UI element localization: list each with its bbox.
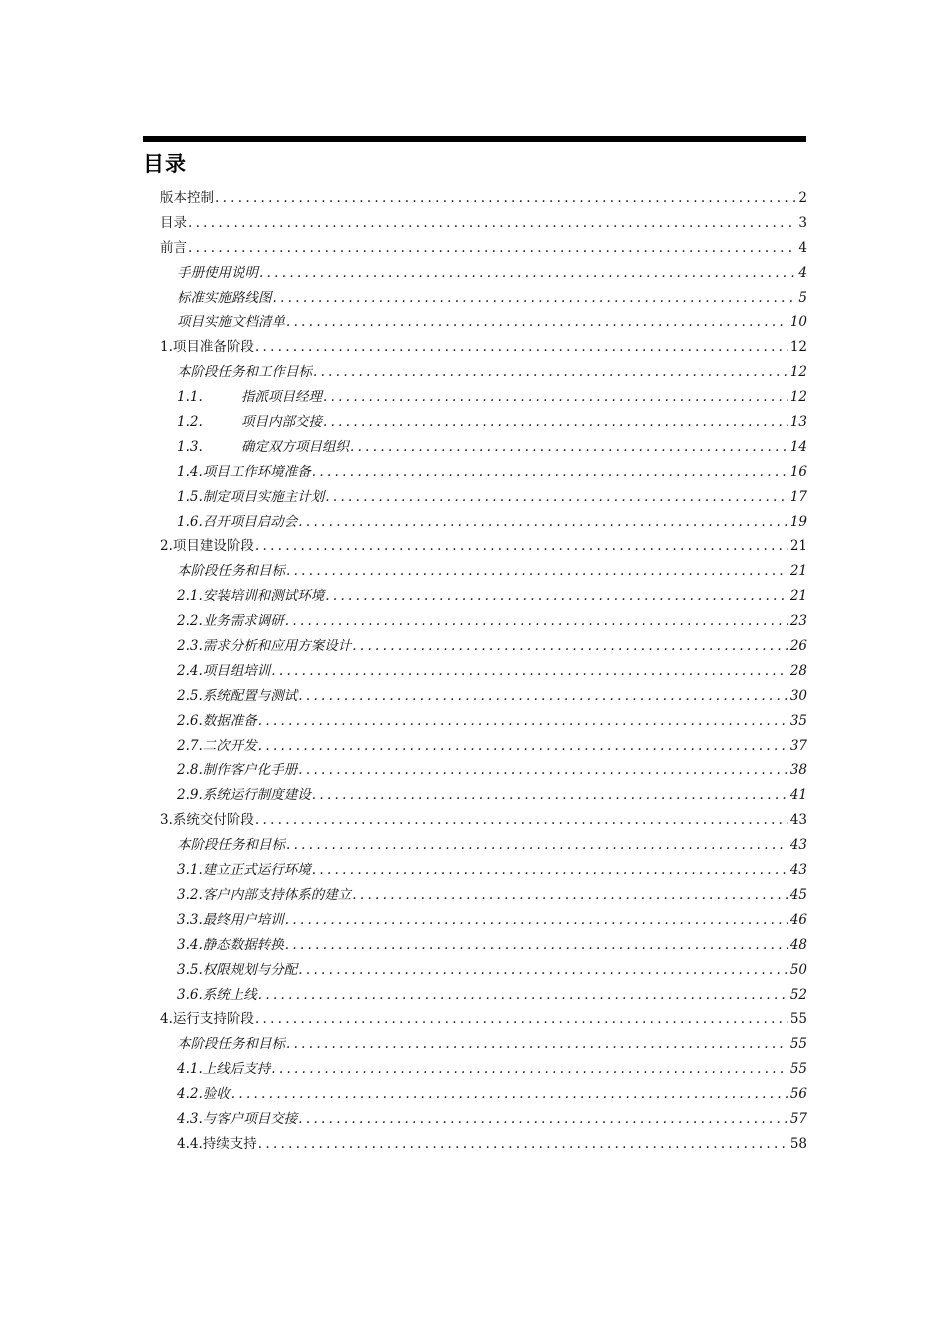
toc-entry[interactable] — [160, 758, 807, 783]
dot-leader — [255, 812, 788, 828]
toc-entry-page-number: 4 — [798, 239, 807, 256]
dot-leader — [188, 240, 796, 256]
dot-leader — [258, 987, 788, 1003]
toc-entry-number: 3.4. — [177, 936, 203, 953]
toc-entry-page-number: 52 — [789, 986, 807, 1003]
dot-leader — [298, 1111, 788, 1127]
toc-entry-page-number: 58 — [789, 1135, 807, 1152]
toc-entry[interactable] — [160, 435, 807, 460]
toc-entry[interactable] — [160, 833, 807, 858]
toc-entry-page-number: 4 — [798, 264, 807, 281]
dot-leader — [286, 837, 788, 853]
dot-leader — [258, 738, 788, 754]
dot-leader — [271, 663, 788, 679]
toc-entry[interactable] — [160, 310, 807, 335]
dot-leader — [231, 1086, 788, 1102]
toc-entry[interactable] — [160, 485, 807, 510]
toc-entry-page-number: 26 — [789, 638, 807, 655]
toc-entry-title: 建立正式运行环境 — [202, 862, 311, 879]
toc-entry-page-number: 57 — [789, 1110, 807, 1127]
toc-entry-title: 运行支持阶段 — [172, 1011, 254, 1028]
dot-leader — [312, 862, 788, 878]
toc-entry-page-number: 37 — [789, 737, 807, 754]
toc-entry-page-number: 55 — [789, 1011, 807, 1028]
toc-entry-number: 2.5. — [177, 687, 203, 704]
dot-leader — [271, 1061, 788, 1077]
toc-entry-number: 1. — [160, 339, 173, 356]
toc-entry-title: 二次开发 — [202, 737, 257, 754]
toc-entry[interactable] — [160, 808, 807, 833]
toc-entry[interactable] — [160, 1107, 807, 1132]
toc-entry-page-number: 43 — [789, 837, 807, 854]
toc-entry[interactable] — [160, 335, 807, 360]
toc-entry-number: 1.2. — [177, 414, 203, 431]
toc-entry-number: 1.3. — [177, 438, 203, 455]
dot-leader — [312, 464, 788, 480]
toc-entry-page-number: 30 — [789, 687, 807, 704]
toc-entry-number: 2.8. — [177, 762, 203, 779]
toc-entry-title: 本阶段任务和工作目标 — [177, 364, 312, 381]
toc-entry-page-number: 12 — [789, 389, 807, 406]
toc-entry-page-number: 50 — [789, 961, 807, 978]
toc-entry-page-number: 13 — [789, 414, 807, 431]
toc-entry-number: 3.2. — [177, 886, 203, 903]
toc-entry-number: 2. — [160, 538, 173, 555]
toc-entry-title: 安装培训和测试环境 — [202, 588, 325, 605]
toc-entry-title: 最终用户培训 — [202, 911, 284, 928]
toc-entry[interactable] — [160, 734, 807, 759]
toc-entry-title: 项目准备阶段 — [172, 339, 254, 356]
toc-entry[interactable] — [160, 1082, 807, 1107]
toc-entry-page-number: 23 — [789, 613, 807, 630]
dot-leader — [188, 215, 796, 231]
toc-entry-title: 召开项目启动会 — [202, 513, 298, 530]
toc-entry-title: 项目工作环境准备 — [202, 463, 311, 480]
toc-entry-page-number: 19 — [789, 513, 807, 530]
toc-entry-number: 3.3. — [177, 911, 203, 928]
toc-entry-title: 业务需求调研 — [202, 613, 284, 630]
toc-entry-number: 4. — [160, 1011, 173, 1028]
toc-entry-number: 4.2. — [177, 1086, 203, 1103]
dot-leader — [323, 414, 788, 430]
toc-entry-page-number: 12 — [789, 339, 807, 356]
toc-entry-number: 2.9. — [177, 787, 203, 804]
toc-entry[interactable] — [160, 1007, 807, 1032]
toc-entry-title: 本阶段任务和目标 — [177, 837, 285, 854]
toc-entry[interactable] — [160, 684, 807, 709]
toc-entry[interactable] — [160, 908, 807, 933]
toc-entry[interactable] — [160, 609, 807, 634]
dot-leader — [352, 638, 788, 654]
toc-entry-page-number: 2 — [798, 190, 807, 206]
toc-entry-title: 前言 — [160, 239, 187, 256]
toc-entry-page-number: 38 — [789, 762, 807, 779]
toc-entry[interactable] — [160, 559, 807, 584]
toc-entry-number: 2.6. — [177, 712, 203, 729]
toc-entry-page-number: 55 — [789, 1036, 807, 1053]
dot-leader — [325, 489, 788, 505]
toc-entry-title: 验收 — [202, 1086, 230, 1103]
toc-entry[interactable] — [160, 883, 807, 908]
toc-entry[interactable] — [160, 1057, 807, 1082]
toc-entry[interactable] — [160, 534, 807, 559]
toc-entry-page-number: 56 — [789, 1086, 807, 1103]
toc-entry-number: 1.1. — [177, 389, 203, 406]
dot-leader — [313, 364, 788, 380]
toc-entry-title: 本阶段任务和目标 — [177, 563, 285, 580]
toc-entry-page-number: 12 — [789, 364, 807, 381]
toc-entry-title: 持续支持 — [202, 1135, 257, 1152]
toc-entry-title: 系统上线 — [202, 986, 257, 1003]
toc-entry[interactable] — [160, 1032, 807, 1057]
toc-entry-number: 2.2. — [177, 613, 203, 630]
toc-entry-page-number: 43 — [789, 862, 807, 879]
toc-entry-title: 版本控制 — [160, 190, 214, 206]
toc-entry-title: 需求分析和应用方案设计 — [202, 638, 352, 655]
toc-entry-title: 制定项目实施主计划 — [202, 488, 325, 505]
toc-entry-title: 数据准备 — [202, 712, 257, 729]
toc-entry-page-number: 21 — [789, 563, 807, 580]
toc-entry-title: 项目内部交接 — [241, 414, 322, 431]
toc-entry-number: 2.7. — [177, 737, 203, 754]
toc-entry-page-number: 21 — [789, 588, 807, 605]
dot-leader — [285, 912, 788, 928]
dot-leader — [325, 588, 788, 604]
toc-entry-title: 项目建设阶段 — [172, 538, 254, 555]
toc-entry[interactable] — [160, 933, 807, 958]
toc-entry-number: 3.1. — [177, 862, 203, 879]
toc-entry-title: 上线后支持 — [202, 1061, 271, 1078]
toc-entry-page-number: 45 — [789, 886, 807, 903]
toc-entry[interactable] — [160, 709, 807, 734]
toc-entry-title: 手册使用说明 — [177, 264, 258, 281]
toc-entry[interactable] — [160, 858, 807, 883]
toc-entry-title: 指派项目经理 — [241, 389, 322, 406]
toc-entry-title: 标准实施路线图 — [177, 289, 272, 306]
toc-entry[interactable] — [160, 958, 807, 983]
toc-entry[interactable] — [160, 659, 807, 684]
dot-leader — [298, 762, 788, 778]
dot-leader — [286, 1036, 788, 1052]
toc-entry[interactable] — [160, 261, 807, 286]
toc-entry-title: 系统交付阶段 — [172, 812, 254, 829]
dot-leader — [258, 1136, 788, 1152]
toc-entry-number: 2.1. — [177, 588, 203, 605]
toc-entry[interactable] — [160, 410, 807, 435]
toc-entry-page-number: 3 — [798, 214, 807, 231]
toc-entry[interactable] — [160, 1132, 807, 1157]
dot-leader — [352, 887, 788, 903]
toc-entry-title: 系统配置与测试 — [202, 687, 298, 704]
dot-leader — [215, 190, 796, 206]
toc-entry-number: 4.4. — [177, 1135, 203, 1152]
toc-entry-number: 3.6. — [177, 986, 203, 1003]
toc-entry-title: 本阶段任务和目标 — [177, 1036, 285, 1053]
dot-leader — [323, 389, 788, 405]
toc-entry-title: 静态数据转换 — [202, 936, 284, 953]
toc-entry[interactable] — [160, 460, 807, 485]
toc-entry-number: 2.3. — [177, 638, 203, 655]
dot-leader — [298, 514, 788, 530]
toc-entry-page-number: 14 — [789, 438, 807, 455]
toc-entry-title: 制作客户化手册 — [202, 762, 298, 779]
toc-entry-page-number: 41 — [789, 787, 807, 804]
dot-leader — [298, 962, 788, 978]
dot-leader — [259, 265, 796, 281]
toc-entry-number: 1.4. — [177, 463, 203, 480]
dot-leader — [255, 1011, 788, 1027]
toc-entry[interactable] — [160, 983, 807, 1008]
toc-entry-number: 4.3. — [177, 1110, 203, 1127]
toc-entry[interactable] — [160, 783, 807, 808]
toc-entry-page-number: 16 — [789, 463, 807, 480]
toc-entry-page-number: 28 — [789, 662, 807, 679]
toc-entry-number: 1.5. — [177, 488, 203, 505]
toc-entry-title: 与客户项目交接 — [202, 1110, 298, 1127]
dot-leader — [312, 787, 788, 803]
dot-leader — [258, 713, 788, 729]
toc-entry-title: 目录 — [160, 214, 187, 231]
toc-entry[interactable] — [160, 186, 807, 211]
toc-entry-page-number: 17 — [789, 488, 807, 505]
toc-entry-title: 权限规划与分配 — [202, 961, 298, 978]
toc-entry-page-number: 21 — [789, 538, 807, 555]
toc-entry-page-number: 46 — [789, 911, 807, 928]
toc-entry-number: 2.4. — [177, 662, 203, 679]
toc-entry[interactable] — [160, 360, 807, 385]
dot-leader — [285, 613, 788, 629]
toc-entry[interactable] — [160, 510, 807, 535]
toc-entry-number: 3. — [160, 812, 173, 829]
toc-entry[interactable] — [160, 584, 807, 609]
toc-entry-title: 系统运行制度建设 — [202, 787, 311, 804]
toc-entry-page-number: 10 — [789, 314, 807, 331]
toc-entry[interactable] — [160, 211, 807, 236]
toc-entry-title: 确定双方项目组织 — [241, 438, 349, 455]
toc-entry-title: 客户内部支持体系的建立 — [202, 886, 352, 903]
toc-entry-page-number: 35 — [789, 712, 807, 729]
dot-leader — [273, 290, 797, 306]
top-rule — [143, 136, 806, 142]
dot-leader — [350, 439, 788, 455]
dot-leader — [286, 314, 788, 330]
toc-entry-page-number: 55 — [789, 1061, 807, 1078]
dot-leader — [255, 339, 788, 355]
toc-heading: 目录 — [143, 152, 187, 176]
dot-leader — [255, 538, 788, 554]
toc-entry-page-number: 43 — [789, 812, 807, 829]
dot-leader — [298, 688, 788, 704]
toc-entry-number: 1.6. — [177, 513, 203, 530]
toc-entry-number: 4.1. — [177, 1061, 203, 1078]
toc-entry[interactable] — [160, 634, 807, 659]
toc-entry[interactable] — [160, 385, 807, 410]
table-of-contents — [160, 186, 807, 1157]
toc-entry-title: 项目组培训 — [202, 662, 271, 679]
toc-entry[interactable] — [160, 236, 807, 261]
toc-entry-number: 3.5. — [177, 961, 203, 978]
toc-entry[interactable] — [160, 286, 807, 311]
toc-entry-page-number: 48 — [789, 936, 807, 953]
dot-leader — [286, 563, 788, 579]
toc-entry-title: 项目实施文档清单 — [177, 314, 285, 331]
toc-entry-page-number: 5 — [798, 289, 807, 306]
dot-leader — [285, 937, 788, 953]
